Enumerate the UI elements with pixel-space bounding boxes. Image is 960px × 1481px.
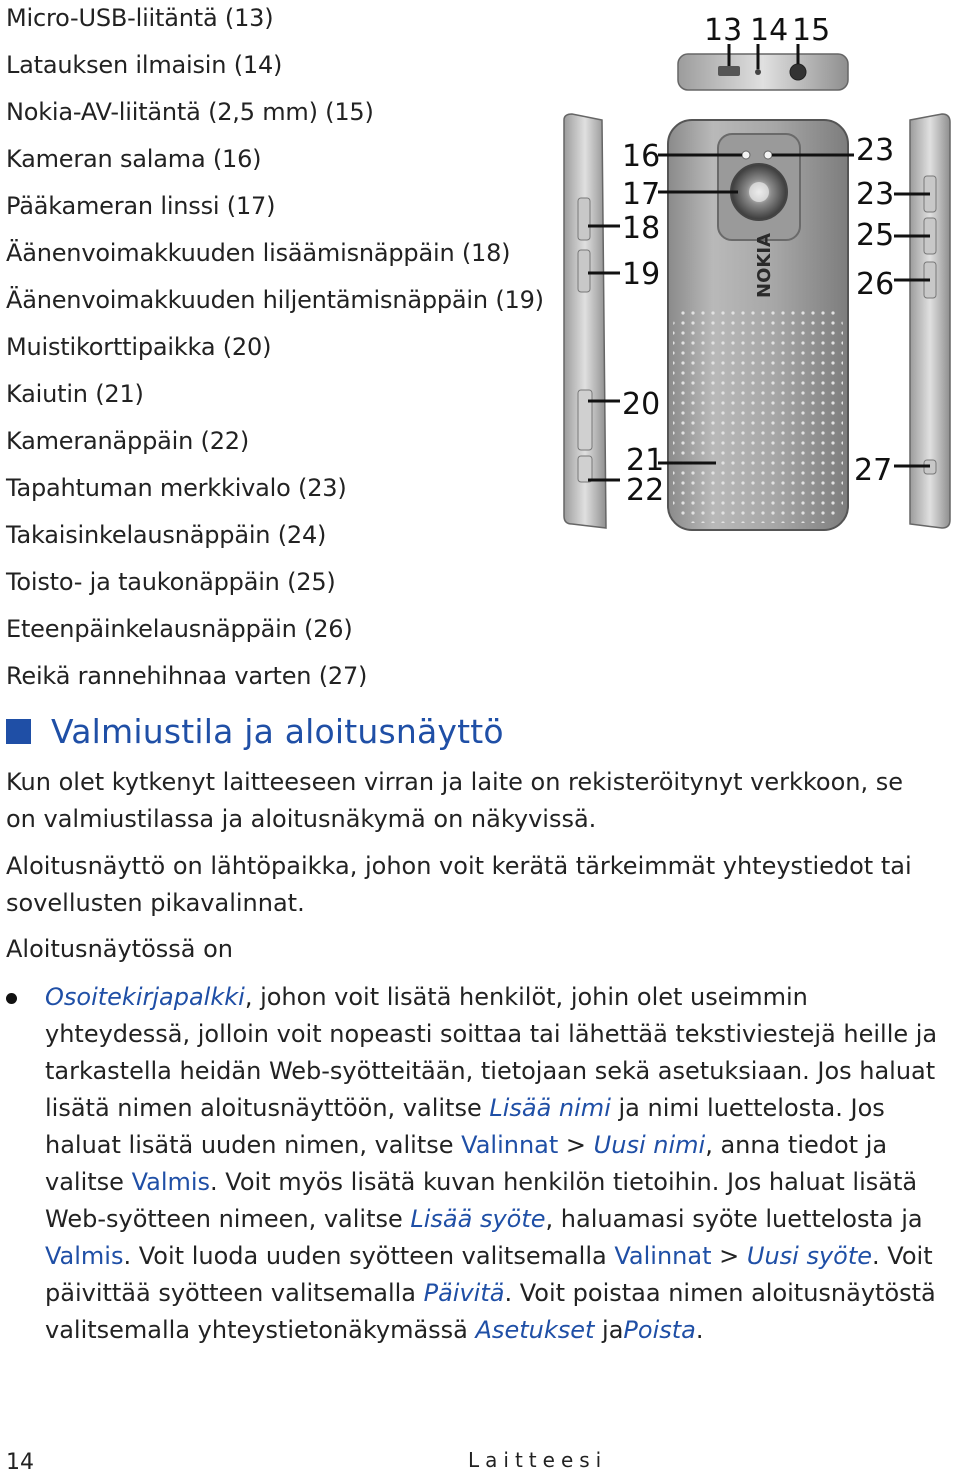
link-delete[interactable]: Poista — [623, 1316, 696, 1344]
part-item: Latauksen ilmaisin (14) — [6, 51, 283, 79]
part-item: Nokia-AV-liitäntä (2,5 mm) (15) — [6, 98, 374, 126]
text-run: > — [558, 1131, 594, 1159]
part-item: Muistikorttipaikka (20) — [6, 333, 272, 361]
text-run: , haluamasi syöte luettelosta ja — [545, 1205, 923, 1233]
phone-left-side — [564, 114, 606, 528]
section-bullet-square — [6, 719, 31, 744]
part-item: Kaiutin (21) — [6, 380, 144, 408]
link-add-feed[interactable]: Lisää syöte — [410, 1205, 546, 1233]
part-item: Tapahtuman merkkivalo (23) — [6, 474, 347, 502]
label-18: 18 — [622, 211, 661, 246]
chapter-title: Laitteesi — [468, 1448, 608, 1472]
cmd-done[interactable]: Valmis — [45, 1242, 124, 1270]
brand-logo: NOKIA — [754, 233, 775, 298]
label-16: 16 — [622, 139, 661, 174]
cmd-done[interactable]: Valmis — [131, 1168, 211, 1196]
text-run: ja nimi luettelosta. Jos haluat lisätä uuden nimen, valitse — [45, 1094, 885, 1159]
section-title — [6, 712, 504, 751]
link-new-feed[interactable]: Uusi syöte — [746, 1242, 873, 1270]
paragraph-standby: Kun olet kytkenyt laitteeseen virran ja laite on rekisteröitynyt verkkoon, se on valmiustilassa ja aloitusnäkymä on näkyvissä. — [6, 768, 904, 833]
text-run: . Voit poistaa nimen aloitusnäytöstä valitsemalla yhteystietonäkymässä — [45, 1279, 936, 1344]
part-item: Micro-USB-liitäntä (13) — [6, 4, 274, 32]
part-item: Äänenvoimakkuuden lisäämisnäppäin (18) — [6, 239, 511, 267]
part-item: Takaisinkelausnäppäin (24) — [6, 521, 327, 549]
label-20: 20 — [622, 387, 661, 422]
cmd-options[interactable]: Valinnat — [614, 1242, 712, 1270]
label-23-a: 23 — [856, 133, 895, 168]
link-update[interactable]: Päivitä — [423, 1279, 505, 1307]
part-item: Reikä rannehihnaa varten (27) — [6, 662, 368, 690]
text-run: . — [695, 1316, 704, 1344]
label-21: 21 — [626, 443, 665, 478]
text-run: , anna tiedot ja valitse — [45, 1131, 888, 1196]
label-15: 15 — [792, 13, 831, 48]
bullet-contacts-bar — [6, 979, 946, 1349]
label-26: 26 — [856, 267, 895, 302]
phone-top-edge — [678, 44, 848, 90]
bullet-dot — [6, 993, 17, 1004]
label-25: 25 — [856, 218, 895, 253]
part-item: Eteenpäinkelausnäppäin (26) — [6, 615, 353, 643]
link-new-name[interactable]: Uusi nimi — [593, 1131, 706, 1159]
phone-diagram — [558, 8, 958, 533]
cmd-options[interactable]: Valinnat — [461, 1131, 559, 1159]
part-item: Äänenvoimakkuuden hiljentämisnäppäin (19) — [6, 286, 544, 314]
phone-back — [668, 120, 848, 530]
text-run: . Voit päivittää syötteen valitsemalla — [45, 1242, 933, 1307]
link-settings[interactable]: Asetukset — [475, 1316, 595, 1344]
page-number: 14 — [6, 1450, 34, 1475]
link-add-name[interactable]: Lisää nimi — [489, 1094, 611, 1122]
label-19: 19 — [622, 257, 661, 292]
paragraph-home-contains: Aloitusnäytössä on — [6, 935, 234, 963]
part-item: Toisto- ja taukonäppäin (25) — [6, 568, 336, 596]
phone-diagram-svg — [558, 8, 958, 533]
parts-list — [6, 0, 544, 705]
label-23-b: 23 — [856, 177, 895, 212]
text-run: ja — [594, 1316, 624, 1344]
part-item: Kameran salama (16) — [6, 145, 262, 173]
link-contacts-bar[interactable]: Osoitekirjapalkki — [45, 983, 245, 1011]
text-run: , johon voit lisätä henkilöt, johin olet useimmin yhteydessä, jolloin voit nopeasti soittaa tai lähettää tekstiviestejä heille ja tarkastella heidän Web-syötteitään, tietojaan sekä asetuksiaan. Jos haluat lisätä nimen aloitusnäyttöön, valitse — [45, 983, 938, 1122]
part-item: Pääkameran linssi (17) — [6, 192, 276, 220]
text-run: . Voit luoda uuden syötteen valitsemalla — [123, 1242, 615, 1270]
text-run: . Voit myös lisätä kuvan henkilön tietoihin. Jos haluat lisätä Web-syötteen nimeen, valitse — [45, 1168, 918, 1233]
label-22: 22 — [626, 473, 665, 508]
label-13: 13 — [704, 13, 743, 48]
part-item: Kameranäppäin (22) — [6, 427, 250, 455]
section-title-text: Valmiustila ja aloitusnäyttö — [51, 712, 504, 751]
label-17: 17 — [622, 177, 661, 212]
paragraph-home-screen: Aloitusnäyttö on lähtöpaikka, johon voit kerätä tärkeimmät yhteystiedot tai sovellusten pikavalinnat. — [6, 852, 912, 917]
label-27: 27 — [854, 453, 893, 488]
label-14: 14 — [750, 13, 789, 48]
bullet-text — [45, 979, 950, 1349]
text-run: > — [711, 1242, 747, 1270]
